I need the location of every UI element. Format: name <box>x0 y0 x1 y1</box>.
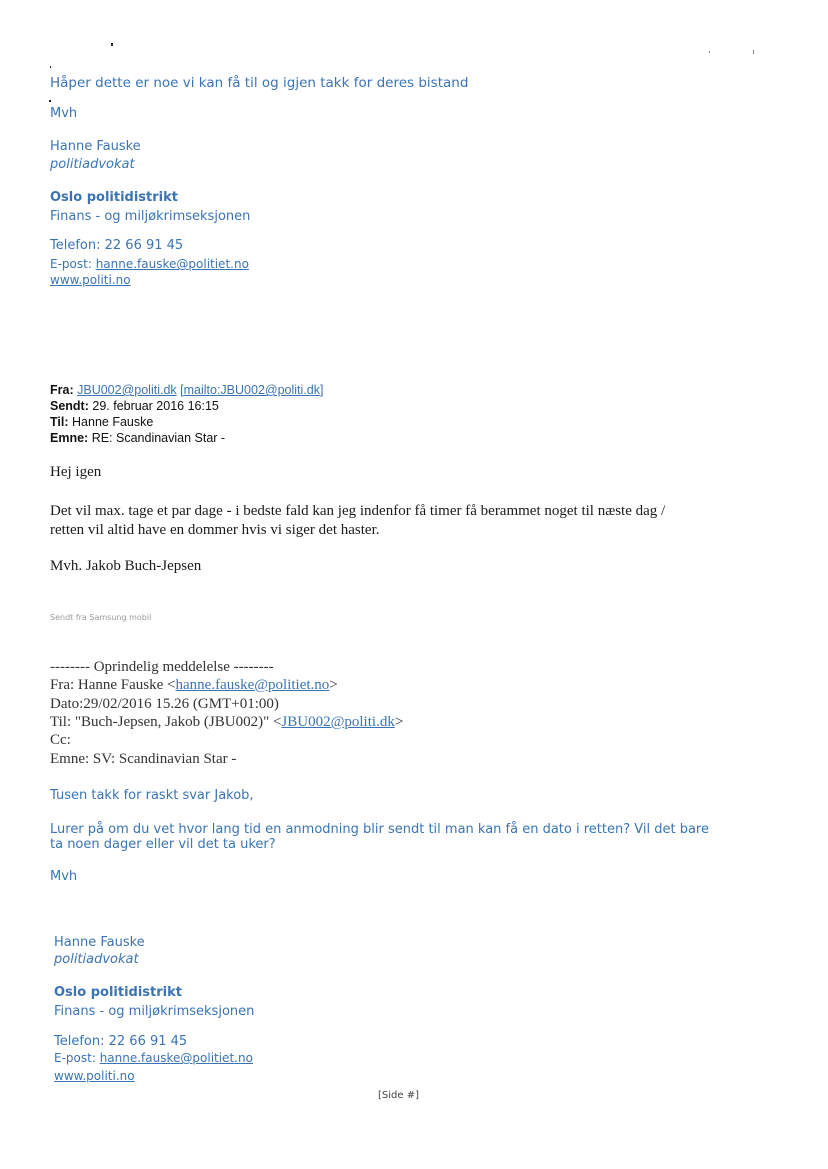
to-label: Til: <box>50 415 69 429</box>
email2-link[interactable]: hanne.fauske@politiet.no <box>99 1051 253 1065</box>
signature2-role: politiadvokat <box>54 952 139 967</box>
reply-from-line <box>50 383 323 397</box>
original-from-email-link[interactable]: hanne.fauske@politiet.no <box>175 677 330 693</box>
reply-signoff: Mvh. Jakob Buch-Jepsen <box>50 558 202 574</box>
original-closing: Mvh <box>50 869 78 884</box>
sent-value: 29. februar 2016 16:15 <box>92 399 219 413</box>
original-separator: -------- Oprindelig meddelelse -------- <box>50 659 274 675</box>
signature-role: politiadvokat <box>50 157 135 172</box>
signature-org: Oslo politidistrikt <box>50 190 178 205</box>
web2-link[interactable]: www.politi.no <box>54 1069 135 1083</box>
scan-speck <box>50 66 51 68</box>
scan-speck <box>111 43 113 46</box>
web-link[interactable]: www.politi.no <box>50 273 131 287</box>
reply-to-line <box>50 415 153 429</box>
page-number: [Side #] <box>378 1090 419 1101</box>
email-label: E-post: <box>50 257 96 271</box>
original-from-suffix: > <box>329 677 338 693</box>
original-subject-line: Emne: SV: Scandinavian Star - <box>50 751 237 767</box>
signature2-dept: Finans - og miljøkrimseksjonen <box>54 1004 255 1019</box>
to-value: Hanne Fauske <box>72 415 154 429</box>
signature-email-line <box>50 257 249 271</box>
original-question-line-1: Lurer på om du vet hvor lang tid en anmodning blir sendt til man kan få en dato i retten? Vil det bare <box>50 822 709 837</box>
sent-from-mobile: Sendt fra Samsung mobil <box>50 613 152 622</box>
email-link[interactable]: hanne.fauske@politiet.no <box>95 257 249 271</box>
subject-value: RE: Scandinavian Star - <box>91 431 226 445</box>
reply-body-line-2: retten vil altid have en dommer hvis vi siger det haster. <box>50 522 380 538</box>
reply-sent-line <box>50 399 219 413</box>
closing-mvh: Mvh <box>50 106 78 121</box>
original-date-line: Dato:29/02/2016 15.26 (GMT+01:00) <box>50 696 279 712</box>
from-address-link[interactable]: JBU002@politi.dk <box>77 383 177 397</box>
intro-text: Håper dette er noe vi kan få til og igjen takk for deres bistand <box>50 75 469 91</box>
email2-label: E-post: <box>54 1051 100 1065</box>
signature-dept: Finans - og miljøkrimseksjonen <box>50 209 251 224</box>
original-from-prefix: Fra: Hanne Fauske < <box>50 677 176 693</box>
original-thanks: Tusen takk for raskt svar Jakob, <box>50 788 254 803</box>
reply-greeting: Hej igen <box>50 464 102 480</box>
from-mailto-link[interactable]: [mailto:JBU002@politi.dk] <box>180 383 324 397</box>
signature2-phone: Telefon: 22 66 91 45 <box>54 1034 188 1049</box>
reply-body-line-1: Det vil max. tage et par dage - i bedste fald kan jeg indenfor få timer få berammet noget til næste dag / <box>50 503 666 519</box>
signature-name: Hanne Fauske <box>50 139 141 154</box>
signature2-name: Hanne Fauske <box>54 935 145 950</box>
original-to-line <box>50 714 403 731</box>
scan-speck <box>753 50 754 54</box>
reply-subject-line <box>50 431 225 445</box>
scan-speck <box>709 51 710 53</box>
scan-speck <box>49 100 51 102</box>
signature2-email-line <box>54 1051 253 1065</box>
original-to-email-link[interactable]: JBU002@politi.dk <box>281 714 395 730</box>
sent-label: Sendt: <box>50 399 89 413</box>
original-cc-line: Cc: <box>50 732 71 748</box>
from-label: Fra: <box>50 383 74 397</box>
original-from-line <box>50 677 338 694</box>
signature-phone: Telefon: 22 66 91 45 <box>50 238 184 253</box>
original-to-suffix: > <box>394 714 404 730</box>
original-question-line-2: ta noen dager eller vil det ta uker? <box>50 837 276 852</box>
original-to-prefix: Til: "Buch-Jepsen, Jakob (JBU002)" < <box>50 714 282 730</box>
signature2-org: Oslo politidistrikt <box>54 985 182 1000</box>
subject-label: Emne: <box>50 431 89 445</box>
